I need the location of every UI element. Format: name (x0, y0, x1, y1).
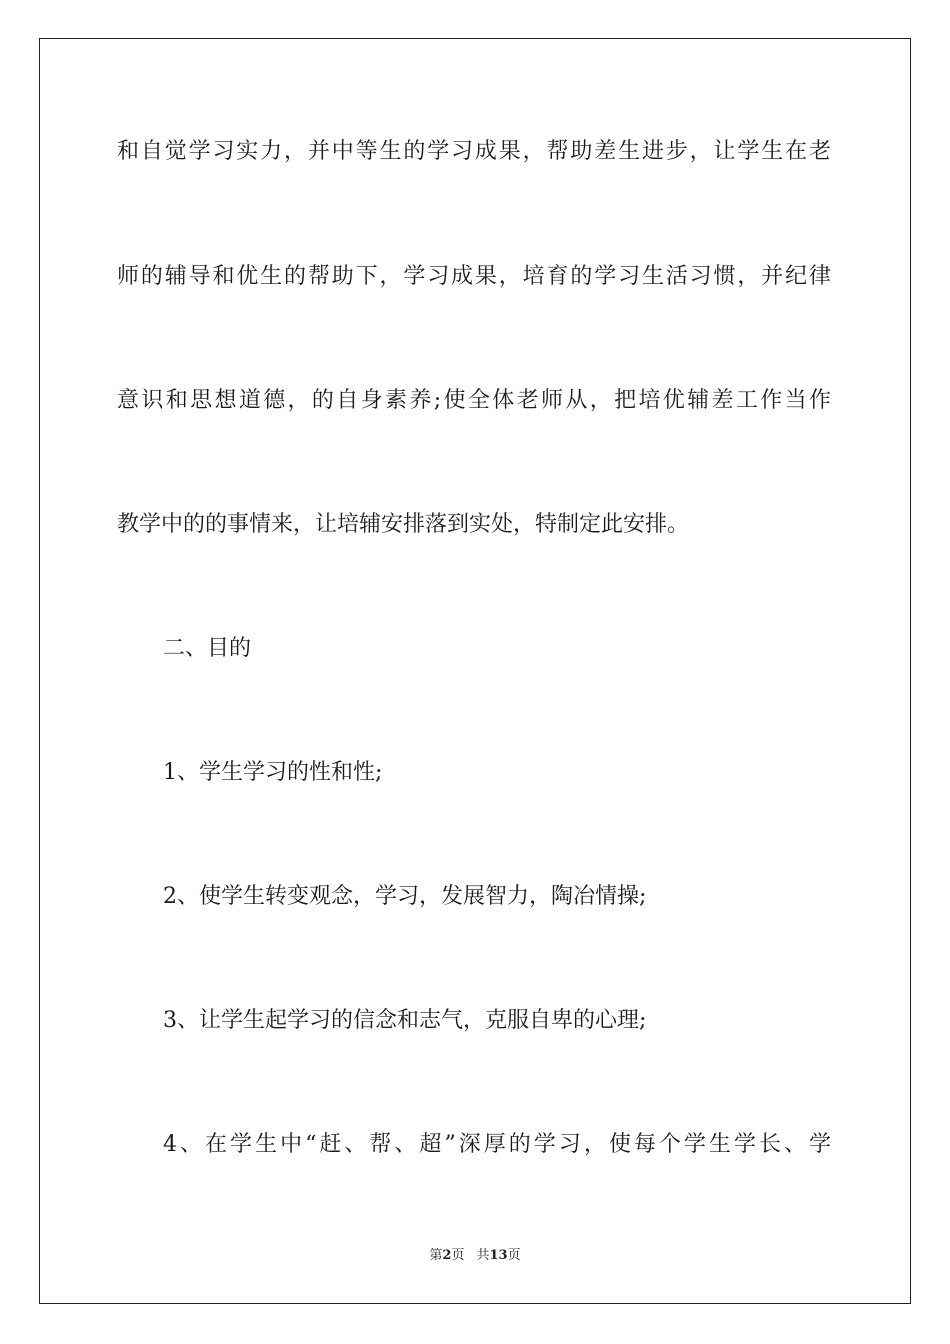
list-item-1: 1、学生学习的性和性; (163, 760, 383, 785)
list-item-3: 3、让学生起学习的信念和志气，克服自卑的心理; (163, 1008, 647, 1033)
body-text-line-3: 意识和思想道德，的自身素养;使全体老师从，把培优辅差工作当作 (117, 388, 831, 413)
list-item-2: 2、使学生转变观念，学习，发展智力，陶冶情操; (163, 884, 647, 909)
body-text-line-4: 教学中的的事情来，让培辅安排落到实处，特制定此安排。 (117, 512, 690, 537)
list-item-4: 4、在学生中“赶、帮、超”深厚的学习，使每个学生学长、学 (163, 1132, 831, 1157)
section-heading-purpose: 二、目的 (163, 636, 252, 661)
body-text-line-1: 和自觉学习实力，并中等生的学习成果，帮助差生进步，让学生在老 (117, 139, 831, 164)
footer-page-suffix: 页 (451, 1248, 465, 1263)
body-text-line-2: 师的辅导和优生的帮助下，学习成果，培育的学习生活习惯，并纪律 (117, 264, 831, 289)
footer-total-suffix: 页 (507, 1248, 521, 1263)
footer-total-prefix: 共 (476, 1248, 490, 1263)
footer-page-prefix: 第 (429, 1248, 443, 1263)
footer-page-current: 2 (442, 1248, 452, 1263)
footer-page-total: 13 (489, 1248, 508, 1263)
page-frame (39, 38, 911, 1304)
page-footer (0, 1247, 950, 1265)
